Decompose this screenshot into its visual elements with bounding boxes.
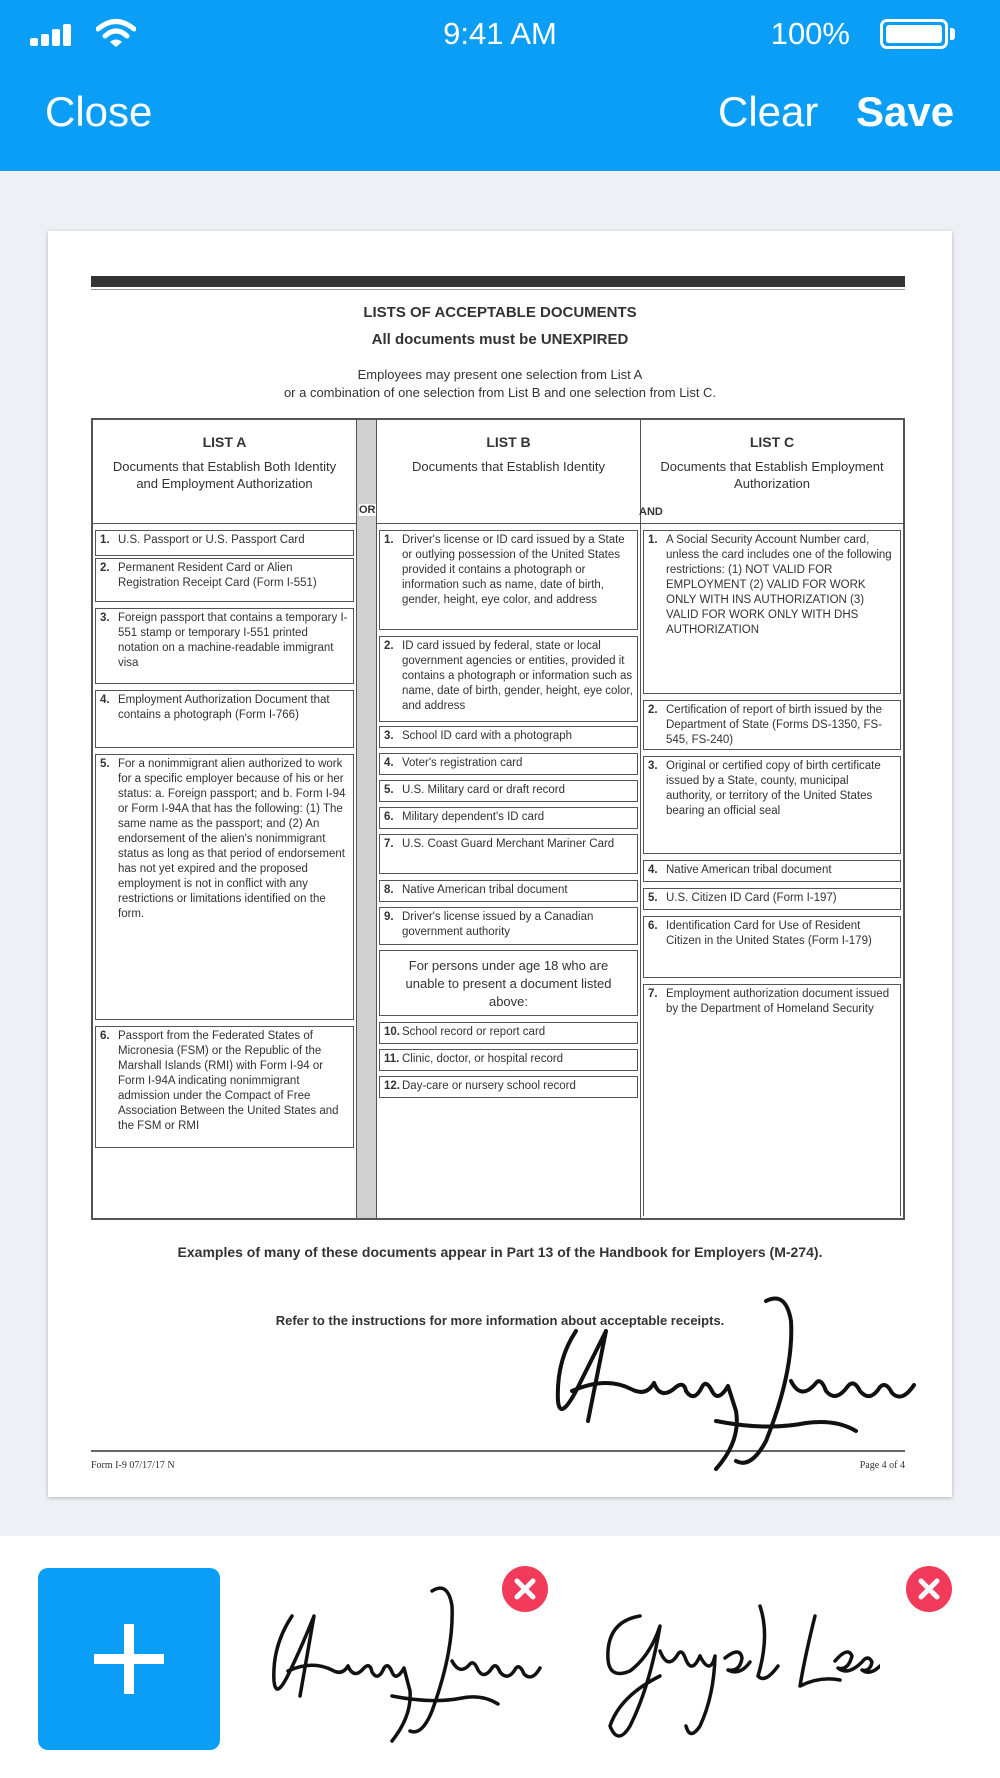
item-number: 2.: [648, 704, 658, 716]
item-text: Employment Authorization Document that contains a photograph (Form I-766): [118, 694, 330, 721]
item-number: 2.: [384, 640, 394, 652]
list-item: [95, 1026, 354, 1148]
page-top-rule: [91, 276, 905, 287]
list-item: [643, 888, 901, 910]
clear-button[interactable]: Clear: [718, 88, 819, 135]
footer-form-id: Form I-9 07/17/17 N: [91, 1460, 175, 1471]
item-text: School record or report card: [402, 1026, 546, 1038]
list-b-header: [377, 420, 640, 524]
list-item: [95, 754, 354, 1020]
list-item: [95, 690, 354, 748]
battery-cap: [950, 28, 955, 40]
item-text: Clinic, doctor, or hospital record: [402, 1053, 564, 1065]
item-text: Voter's registration card: [402, 757, 523, 769]
top-bar: [0, 0, 1000, 171]
close-icon: [502, 1566, 548, 1612]
and-label: AND: [639, 506, 663, 518]
item-number: 1.: [648, 534, 658, 546]
item-number: 3.: [384, 730, 394, 742]
list-item: [643, 984, 901, 1216]
item-text: Native American tribal document: [666, 864, 832, 876]
footer-page-number: Page 4 of 4: [859, 1460, 905, 1471]
item-number: 11.: [384, 1053, 400, 1065]
item-text: For a nonimmigrant alien authorized to work for a specific employer because of his or her status: a. Foreign passport; and b. Form I-94 or Form I-94A that has the following: (1) The same name as the passport; and (2) An endorsement of the alien's nonimmigrant status as long as that period of endorsement has not yet expired and the proposed employment is not in conflict with any restrictions or limitations identified on the form.: [118, 758, 346, 920]
item-number: 9.: [384, 911, 394, 923]
list-item: [643, 700, 901, 750]
item-text: A Social Security Account Number card, unless the card includes one of the following restrictions: (1) NOT VALID FOR EMPLOYMENT (2) VALID FOR WORK ONLY WITH INS AUTHORIZATION (3) VALID FOR WORK ONLY WITH DHS AUTHORIZATION: [666, 534, 892, 636]
documents-table: [91, 418, 905, 1220]
list-b-heading: LIST B: [486, 434, 531, 450]
item-text: Driver's license or ID card issued by a State or outlying possession of the United States provided it contains a photograph or information such as name, date of birth, gender, height, eye color, and address: [402, 534, 625, 606]
item-text: Employment authorization document issued by the Department of Homeland Security: [666, 988, 890, 1015]
item-text: U.S. Coast Guard Merchant Mariner Card: [402, 838, 615, 850]
minor-note: For persons under age 18 who are unable to present a document listed above:: [379, 950, 638, 1016]
list-item: [379, 1049, 638, 1071]
add-signature-button[interactable]: [38, 1568, 220, 1750]
item-number: 7.: [384, 838, 394, 850]
list-c-description: Documents that Establish Employment Authorization: [660, 459, 884, 491]
status-time: 9:41 AM: [443, 16, 557, 51]
page-top-rule-thin: [91, 289, 905, 290]
list-item: [379, 1076, 638, 1098]
item-text: U.S. Passport or U.S. Passport Card: [118, 534, 305, 546]
list-item: [379, 880, 638, 902]
save-button[interactable]: Save: [856, 88, 955, 135]
list-item: [379, 780, 638, 802]
item-number: 10.: [384, 1026, 400, 1038]
item-number: 4.: [384, 757, 394, 769]
list-a-description: Documents that Establish Both Identity and Employment Authorization: [112, 459, 337, 491]
list-item: [643, 530, 901, 694]
item-text: Native American tribal document: [402, 884, 568, 896]
item-text: U.S. Military card or draft record: [402, 784, 565, 796]
list-c-column: [641, 420, 903, 1218]
item-text: Day-care or nursery school record: [402, 1080, 576, 1092]
battery-icon: [880, 19, 948, 49]
item-number: 5.: [648, 892, 658, 904]
item-number: 4.: [648, 864, 658, 876]
item-text: Identification Card for Use of Resident Citizen in the United States (Form I-179): [666, 920, 872, 947]
delete-signature-button[interactable]: [906, 1566, 952, 1612]
list-b-column: [377, 420, 641, 1218]
status-bar: [0, 0, 1000, 66]
document-canvas[interactable]: [0, 171, 1000, 1536]
list-item: [379, 807, 638, 829]
list-c-header: [641, 420, 903, 524]
list-b-description: Documents that Establish Identity: [412, 459, 605, 474]
signature-tray: [0, 1536, 1000, 1778]
list-item: [379, 834, 638, 874]
item-text: Certification of report of birth issued by the Department of State (Forms DS-1350, FS-545, FS-240): [666, 704, 883, 746]
close-icon: [906, 1566, 952, 1612]
item-number: 12.: [384, 1080, 400, 1092]
item-text: Military dependent's ID card: [402, 811, 545, 823]
item-number: 7.: [648, 988, 658, 1000]
list-c-heading: LIST C: [749, 434, 795, 450]
list-item: [643, 756, 901, 854]
item-number: 6.: [100, 1030, 110, 1042]
item-number: 2.: [100, 562, 110, 574]
list-item: [643, 860, 901, 882]
item-text: Permanent Resident Card or Alien Registration Receipt Card (Form I-551): [118, 562, 317, 589]
saved-signature-jugal-lee[interactable]: [590, 1576, 880, 1746]
placed-signature[interactable]: [536, 1291, 952, 1471]
item-text: Original or certified copy of birth certificate issued by a State, county, municipal authority, or territory of the United States bearing an official seal: [666, 760, 881, 817]
item-number: 3.: [100, 612, 110, 624]
battery-percent: 100%: [770, 16, 850, 51]
item-number: 8.: [384, 884, 394, 896]
item-text: ID card issued by federal, state or local government agencies or entities, provided it contains a photograph or information such as name, date of birth, gender, height, eye color, and address: [402, 640, 633, 712]
list-a-header: [93, 420, 356, 524]
list-item: [379, 726, 638, 748]
document-intro-line-2: or a combination of one selection from List B and one selection from List C.: [283, 385, 717, 400]
document-intro-line-1: Employees may present one selection from List A: [357, 367, 643, 382]
list-item: [379, 753, 638, 775]
list-item: [95, 608, 354, 684]
refer-note: Refer to the instructions for more information about acceptable receipts.: [275, 1313, 725, 1328]
list-item: [95, 530, 354, 556]
list-a-column: [93, 420, 357, 1218]
document-subtitle: All documents must be UNEXPIRED: [371, 331, 629, 348]
list-item: [379, 636, 638, 722]
item-text: Driver's license issued by a Canadian government authority: [402, 911, 594, 938]
item-number: 1.: [384, 534, 394, 546]
item-text: Foreign passport that contains a temporary I-551 stamp or temporary I-551 printed notation on a machine-readable immigrant visa: [118, 612, 348, 669]
or-label: OR: [359, 504, 376, 516]
list-a-heading: LIST A: [202, 434, 247, 450]
item-number: 1.: [100, 534, 110, 546]
list-item: [379, 530, 638, 630]
item-number: 6.: [648, 920, 658, 932]
item-number: 6.: [384, 811, 394, 823]
list-item: [379, 907, 638, 945]
item-number: 3.: [648, 760, 658, 772]
item-text: Passport from the Federated States of Micronesia (FSM) or the Republic of the Marshall Islands (RMI) with Form I-94 or Form I-94A indicating nonimmigrant admission under the Compact of Free Association Between the United States and the FSM or RMI: [118, 1030, 339, 1132]
close-button[interactable]: Close: [45, 88, 153, 135]
item-number: 5.: [100, 758, 110, 770]
item-text: School ID card with a photograph: [402, 730, 573, 742]
plus-icon-bar: [94, 1654, 164, 1664]
list-item: [379, 1022, 638, 1044]
item-number: 5.: [384, 784, 394, 796]
document-title: LISTS OF ACCEPTABLE DOCUMENTS: [363, 304, 637, 321]
item-number: 4.: [100, 694, 110, 706]
item-text: U.S. Citizen ID Card (Form I-197): [666, 892, 837, 904]
list-item: [643, 916, 901, 978]
or-divider: [357, 420, 377, 1218]
examples-note: Examples of many of these documents appear in Part 13 of the Handbook for Employers (M-274).: [177, 1244, 823, 1260]
list-item: [95, 558, 354, 602]
delete-signature-button[interactable]: [502, 1566, 548, 1612]
document-page[interactable]: [48, 231, 952, 1497]
